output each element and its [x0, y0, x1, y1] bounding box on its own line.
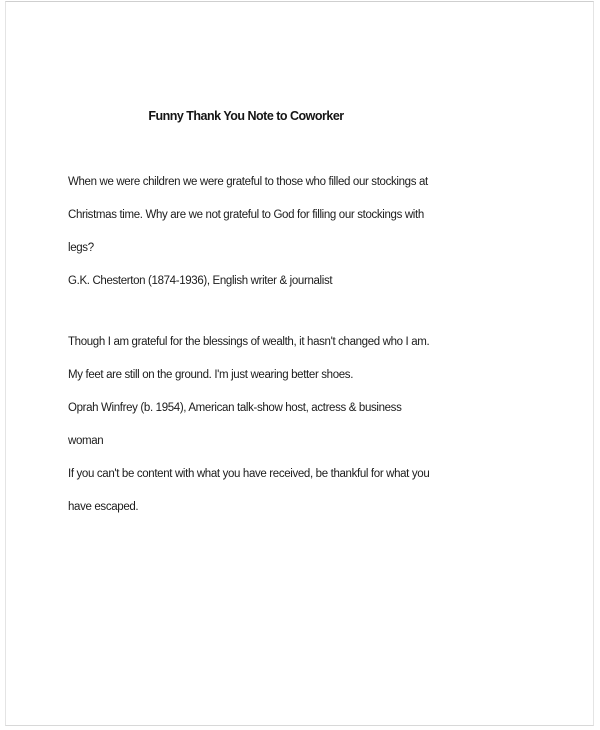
text-line: If you can't be content with what you have received, be thankful for what you	[68, 468, 430, 480]
text-line: Christmas time. Why are we not grateful to God for filling our stockings with	[68, 209, 424, 221]
text-line: have escaped.	[68, 501, 139, 513]
text-line: woman	[68, 435, 104, 447]
quote-block-winfrey	[68, 326, 538, 524]
quote-block-chesterton	[68, 166, 538, 298]
text-line: My feet are still on the ground. I'm just wearing better shoes.	[68, 369, 354, 381]
text-line: When we were children we were grateful to those who filled our stockings at	[68, 176, 428, 188]
quote-attribution: Oprah Winfrey (b. 1954), American talk-show host, actress & business	[68, 402, 402, 414]
text-line: Though I am grateful for the blessings of wealth, it hasn't changed who I am.	[68, 336, 430, 348]
text-line: legs?	[68, 242, 94, 254]
page-title: Funny Thank You Note to Coworker	[148, 109, 344, 123]
quote-attribution: G.K. Chesterton (1874-1936), English writer & journalist	[68, 275, 333, 287]
